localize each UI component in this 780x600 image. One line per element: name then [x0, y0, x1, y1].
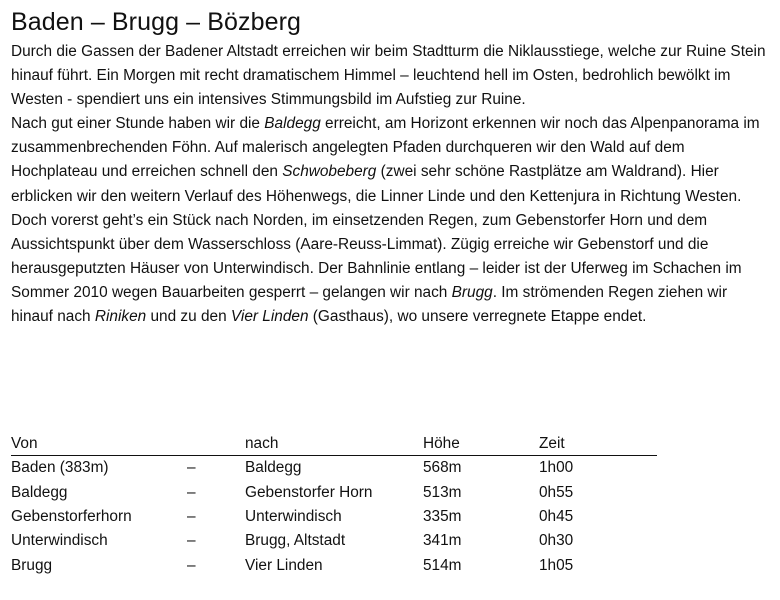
- cell-hoehe: 513m: [423, 483, 462, 501]
- text-run: Nach gut einer Stunde haben wir die: [11, 115, 265, 133]
- table-row: [11, 480, 657, 504]
- cell-von: Unterwindisch: [11, 532, 108, 550]
- place-name: Baldegg: [264, 115, 321, 133]
- header-von: Von: [11, 433, 187, 456]
- place-name: Brugg: [451, 283, 493, 301]
- text-run: (Gasthaus), wo unsere verregnete Etappe endet.: [308, 308, 647, 326]
- table-row: [11, 554, 657, 578]
- cell-dash: –: [187, 483, 196, 501]
- route-table: [11, 433, 657, 578]
- cell-zeit: 1h00: [539, 459, 574, 477]
- cell-zeit: 0h30: [539, 532, 574, 550]
- cell-von: Brugg: [11, 556, 53, 574]
- text-run: Durch die Gassen der Badener Altstadt erreichen wir beim Stadtturm die Niklausstiege, welche zur Ruine Stein hinauf führt. Ein Morgen mit recht dramatischem Himmel – leuchtend hell im Osten, bedrohlich bewölkt im Westen - spendiert uns ein intensives Stimmungsbild im Aufstieg zur Ruine.: [11, 43, 766, 109]
- cell-nach: Gebenstorfer Horn: [245, 483, 373, 501]
- header-nach: nach: [245, 433, 423, 456]
- body-text: [11, 40, 770, 329]
- table-row: [11, 505, 657, 529]
- cell-hoehe: 568m: [423, 459, 462, 477]
- paragraph-route: [11, 112, 770, 329]
- cell-dash: –: [187, 532, 196, 550]
- cell-zeit: 0h55: [539, 483, 574, 501]
- place-name: Vier Linden: [230, 308, 309, 326]
- place-name: Schwobeberg: [282, 163, 377, 181]
- cell-von: Gebenstorferhorn: [11, 507, 132, 525]
- cell-zeit: 1h05: [539, 556, 574, 574]
- cell-nach: Unterwindisch: [245, 507, 342, 525]
- text-run: und zu den: [146, 308, 231, 326]
- document-title: Baden – Brugg – Bözberg: [11, 8, 302, 36]
- cell-von: Baldegg: [11, 483, 68, 501]
- cell-nach: Brugg, Altstadt: [245, 532, 346, 550]
- cell-nach: Vier Linden: [245, 556, 323, 574]
- paragraph-intro: [11, 40, 770, 112]
- text-run: erreicht, am Horizont erkennen wir noch das Alpenpanorama im zusammenbrechenden Föhn. Auf malerisch angelegten Pfaden durchqueren wir den Wald auf dem Hochplateau und erreichen schnell den: [11, 115, 760, 181]
- cell-nach: Baldegg: [245, 459, 302, 477]
- cell-zeit: 0h45: [539, 507, 574, 525]
- cell-hoehe: 341m: [423, 532, 462, 550]
- cell-hoehe: 335m: [423, 507, 462, 525]
- text-run: . Im strömenden Regen ziehen wir hinauf nach: [11, 283, 728, 326]
- cell-dash: –: [187, 556, 196, 574]
- table-row: [11, 529, 657, 553]
- cell-dash: –: [187, 459, 196, 477]
- route-table-header: [11, 433, 657, 456]
- cell-von: Baden (383m): [11, 459, 109, 477]
- place-name: Riniken: [94, 308, 147, 326]
- table-row: [11, 456, 657, 481]
- header-zeit: Zeit: [539, 433, 657, 456]
- header-spacer: [187, 433, 245, 456]
- cell-dash: –: [187, 507, 196, 525]
- cell-hoehe: 514m: [423, 556, 462, 574]
- text-run: (zwei sehr schöne Rastplätze am Waldrand). Hier erblicken wir den weitern Verlauf des Höhenwegs, die Linner Linde und den Kettenjura in Richtung Westen. Doch vorerst geht’s ein Stück nach Norden, im einsetzenden Regen, zum Gebenstorfer Horn und dem Aussichtspunkt über dem Wasserschloss (Aare-Reuss-Limmat). Zügig erreiche wir Gebenstorf und die herausgeputzten Häuser von Unterwindisch. Der Bahnlinie entlang – leider ist der Uferweg im Schachen im Sommer 2010 wegen Bauarbeiten gesperrt – gelangen wir nach: [11, 163, 742, 301]
- header-hoehe: Höhe: [423, 433, 539, 456]
